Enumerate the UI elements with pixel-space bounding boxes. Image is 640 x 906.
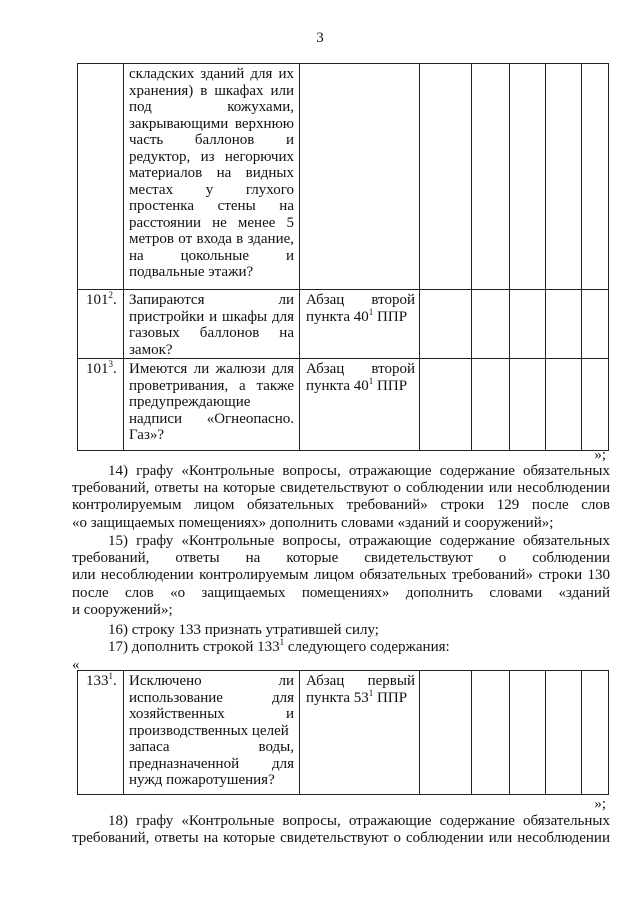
answer-cell [582,64,609,290]
reference-cell [300,359,420,451]
question-line: Имеются ли жалюзи для [129,361,294,377]
row-number-sup: 1 [108,671,113,681]
answer-cell [546,64,582,290]
ref-word: Абзац [306,673,345,689]
paragraph-16: 16) строку 133 признать утратившей силу; [108,622,379,638]
answer-cell [510,64,546,290]
question-line: запаса воды, [129,739,294,755]
paragraph-17-text: 17) дополнить строкой 133 [108,639,280,655]
row-number-sup: 2 [108,290,113,300]
ref-point-sup: 1 [368,688,374,698]
question-line: закрывающими верхнюю [129,115,294,132]
ref-point-suffix: ППР [373,690,408,706]
row-number: 133 [86,673,109,689]
question-line: часть баллонов и [129,132,294,148]
ref-point-sup: 1 [368,376,374,386]
ref-point-suffix: ППР [373,378,408,394]
row-number: 101 [86,361,109,377]
answer-cell [420,290,472,359]
paragraph-line: и сооружений»; [72,601,173,618]
question-line: нужд пожаротушения? [129,772,275,788]
paragraph-line: после слов «о защищаемых помещениях» дополнить словами «зданий [72,584,610,601]
question-line: газовых баллонов на [129,325,294,341]
row-number-suffix: . [113,361,117,377]
ref-point: пункта 40 [306,309,369,325]
question-line: пристройки и шкафы для [129,308,294,325]
paragraph-line: контролируемым лицом обязательных требований» строки 129 после слов [72,497,610,514]
answer-cell [420,671,472,795]
row-number-suffix: . [113,292,117,308]
question-line: производственных целей [129,722,289,739]
reference-cell [300,290,420,359]
question-line: Газ»? [129,427,165,443]
ref-point: пункта 53 [306,690,369,706]
question-line: хозяйственных и [129,706,294,722]
question-line: простенка стены на [129,198,294,214]
question-line: Исключено ли [129,673,294,689]
answer-cell [420,359,472,451]
paragraph-line: «о защищаемых помещениях» дополнить словами «зданий и сооружений»; [72,514,554,531]
question-line: подвальные этажи? [129,264,254,280]
question-cell [124,671,300,795]
ref-word: Абзац [306,361,345,377]
paragraph-17-sup: 1 [279,637,285,647]
table-row-101-2 [78,290,609,359]
answer-cell [546,290,582,359]
question-line: проветривания, а также [129,377,294,394]
answer-cell [582,359,609,451]
question-line: предназначенной для [129,755,294,772]
page-number: 3 [316,30,324,46]
row-number: 101 [86,292,109,308]
paragraph-17-suffix: следующего содержания: [284,639,450,655]
answer-cell [472,671,510,795]
closing-quote: »; [594,447,606,463]
question-cell [124,64,300,290]
reference-cell [300,64,420,290]
ref-point: пункта 40 [306,378,369,394]
row-number-suffix: . [113,673,117,689]
answer-cell [472,64,510,290]
paragraph-17 [72,639,610,656]
question-line: под кожухами, [129,99,294,115]
question-line: использование для [129,689,294,706]
table-row-101-3 [78,359,609,451]
answer-cell [510,671,546,795]
ref-word: первый [367,673,415,689]
requirements-table-1 [77,63,609,451]
row-number-cell [78,64,124,290]
row-number-cell [78,290,124,359]
table-row-133-1 [78,671,609,795]
answer-cell [582,290,609,359]
reference-cell [300,671,420,795]
answer-cell [510,290,546,359]
paragraph-line: 14) графу «Контрольные вопросы, отражающие содержание обязательных [108,463,610,479]
paragraph-18 [72,813,610,847]
paragraph-14 [72,463,610,532]
answer-cell [420,64,472,290]
question-line: редуктор, из негорючих [129,148,294,165]
question-line: на цокольные и [129,247,294,264]
answer-cell [546,359,582,451]
closing-quote: »; [594,796,606,812]
answer-cell [582,671,609,795]
requirements-table-2 [77,670,609,795]
question-line: замок? [129,341,173,358]
question-line: складских зданий для их [129,66,294,82]
paragraph-line: требований, ответы на которые свидетельствуют о соблюдении [72,550,610,567]
opening-quote: « [72,657,80,673]
question-line: материалов на видных [129,165,294,181]
paragraph-line: 18) графу «Контрольные вопросы, отражающие содержание обязательных [108,813,610,829]
answer-cell [510,359,546,451]
question-cell [124,359,300,451]
row-number-sup: 3 [108,359,113,369]
question-line: расстоянии не менее 5 [129,214,294,231]
ref-word: второй [371,292,415,308]
paragraph-line: требований, ответы на которые свидетельствуют о соблюдении или несоблюдении [72,830,610,847]
paragraph-line: требований, ответы на которые свидетельствуют о соблюдении или несоблюдении [72,480,610,497]
question-line: предупреждающие [129,394,251,410]
answer-cell [472,290,510,359]
question-line: метров от входа в здание, [129,231,294,247]
question-line: хранения) в шкафах или [129,82,294,99]
question-line: местах у глухого [129,181,294,198]
paragraph-line: или несоблюдении контролируемым лицом обязательных требований» строки 130 [72,567,610,584]
paragraph-line: 15) графу «Контрольные вопросы, отражающие содержание обязательных [108,533,610,549]
answer-cell [546,671,582,795]
ref-point-suffix: ППР [373,309,408,325]
table-row-continued [78,64,609,290]
question-cell [124,290,300,359]
paragraph-15 [72,533,610,619]
ref-word: второй [371,361,415,377]
ref-point-sup: 1 [368,307,374,317]
answer-cell [472,359,510,451]
row-number-cell [78,359,124,451]
question-line: надписи «Огнеопасно. [129,410,294,427]
row-number-cell [78,671,124,795]
question-line: Запираются ли [129,292,294,308]
ref-word: Абзац [306,292,345,308]
